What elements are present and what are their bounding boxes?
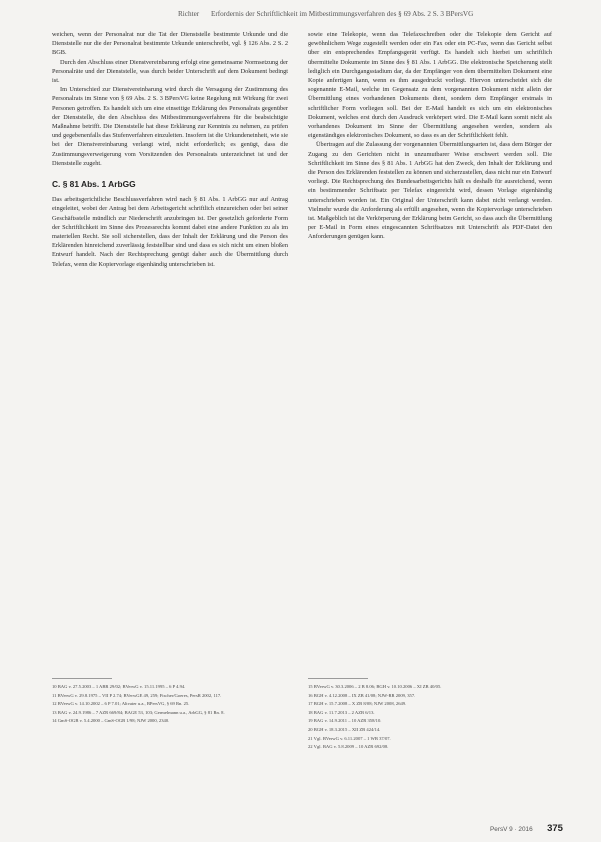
footnote: 17 BGH v. 15.7.2008 – X ZB 8/08; NJW 2008, 2649. (308, 701, 407, 707)
footnote: 19 BAG v. 14.9.2011 – 10 AZR 358/10. (308, 718, 382, 724)
footnote: 22 Vgl. BAG v. 5.8.2009 – 10 AZR 692/08. (308, 744, 389, 750)
footnote: 10 BAG v. 27.5.2003 – 1 ABR 29/02; BVerwG v. 15.11.1995 – 6 P 4.94. (52, 684, 186, 689)
footnote: 13 BAG v. 24.9.1986 – 7 AZR 669/84; BAGE 53, 103; Germelmann u.a., ArbGG, § 81 Rn. 8. (52, 709, 225, 715)
footnote-rule-right (308, 678, 368, 679)
footnote: 21 Vgl. BVerwG v. 6.11.2007 – 1 WB 37/07. (308, 735, 391, 741)
footnote-rule-left (52, 678, 112, 679)
page-footer (490, 818, 563, 836)
left-paragraph-2: Durch den Abschluss einer Dienstvereinbarung erfolgt eine gemeinsame Normsetzung der Personalräte und der Dienststelle, was durch beider Unterschrift auf dem Dokument bedingt ist. (52, 58, 288, 85)
footnote: 16 BGH v. 4.12.2008 – IX ZB 41/08; NJW-RR 2009, 357. (308, 692, 416, 698)
section-heading: C. § 81 Abs. 1 ArbGG (52, 179, 136, 190)
footnotes-right (308, 684, 552, 753)
section-paragraph-1: Das arbeitsgerichtliche Beschlussverfahren wird nach § 81 Abs. 1 ArbGG nur auf Antrag eingeleitet, wobei der Antrag bei dem Arbeitsgericht schriftlich einzureichen oder bei seiner Geschäftsstelle mündlich zur Niederschrift anzubringen ist. Der gesetzlich geforderte Form der Schriftlichkeit im Sinne des Prozessrechts kommt dabei eine andere Funktion zu als im materiellen Recht. Sie soll sicherstellen, dass der Inhalt der Erklärung und die Person des Erklärenden hinreichend zuverlässig feststellbar sind und dass es sich nicht um einen bloßen Entwurf handelt. Nach der Rechtsprechung genügt daher auch die Übermittlung durch Telefax, wenn die Kopiervorlage eigenhändig unterschrieben ist. (52, 196, 288, 268)
right-column (308, 30, 552, 242)
header-title: Erfordernis der Schriftlichkeit im Mitbestimmungsverfahren des § 69 Abs. 2 S. 3 BPersVG (210, 10, 474, 18)
footnote: 12 BVerwG v. 14.10.2002 – 6 P 7.01; Altvater u.a., BPersVG, § 69 Rn. 25. (52, 701, 190, 707)
footnote: 18 BAG v. 11.7.2013 – 2 AZB 6/13. (308, 709, 375, 715)
footnote: 11 BVerwG v. 29.8.1975 – VII P 2.74; BVerwGE 49, 259; Fischer/Goeres, PersR 2002, 117. (52, 692, 222, 698)
footnote: 14 GmS-OGB v. 5.4.2000 – GmS-OGB 1/98; NJW 2000, 2340. (52, 718, 170, 724)
right-paragraph-1: sowie eine Telekopie, wenn das Telefaxschreiben oder die Telekopie dem Gericht auf gewöhnlichem Wege zugestellt werden oder ein Fax oder ein PC-Fax, wenn das Gericht selbst über ein entsprechendes Empfangsgerät verfügt. Es handelt sich hierbei um schriftlich übermittelte Dokumente im Sinne des § 81 Abs. 1 ArbGG. Die elektronische Speicherung stellt lediglich ein Durchgangsstadium dar, da der Empfänger von dem übermittelten Dokument eine Kopie anfertigen kann, wenn es ihm ausgedruckt vorliegt. Hiervon unterscheidet sich die sogenannte E-Mail, welche im Gegensatz zu dem vorgenannten Dokument nicht allein der Übermittlung eines vorhandenen Dokuments dient, sondern dem Empfänger erstmals in schriftlicher Form vorliegen soll. Bei der E-Mail handelt es sich um ein elektronisches Dokument, welches erst durch den Ausdruck verkörpert wird. Die E-Mail kann somit nicht als vorhandenes Dokument im Sinne der Übermittlung angesehen werden, sondern als eigenständiges elektronisches Dokument, so dass es an der Schriftlichkeit fehlt. (308, 31, 552, 140)
left-paragraph-1: weichen, wenn der Personalrat nur die Tat der Dienststelle bestimmte Urkunde und die Dienststelle nur die der Personalrat bestimmte Urkunde unterschreibt, vgl. § 126 Abs. 2 S. 2 BGB. (52, 31, 288, 57)
footnote: 20 BGH v. 18.3.2015 – XII ZB 424/14. (308, 726, 381, 732)
running-header (178, 10, 578, 18)
journal-name: PersV 9 · 2016 (490, 826, 533, 833)
header-author: Richter (178, 10, 200, 18)
left-column (52, 30, 288, 269)
left-paragraph-3: Im Unterschied zur Dienstvereinbarung wird durch die Versagung der Zustimmung des Personalrats im Sinne von § 69 Abs. 2 S. 3 BPersVG keine Regelung mit Wirkung für zwei Personen getroffen. Es handelt sich um eine einseitige Erklärung des Personalrats gegenüber der Dienststelle, die den Abschluss des Mitbestimmungsverfahrens für die beabsichtigte Maßnahme betrifft. Die Dienststelle hat diese Erklärung zur Kenntnis zu nehmen, zu prüfen und gegebenenfalls das Stufenverfahren einzuleiten. Insofern ist die Urkundeneinheit, wie sie bei der Dienstvereinbarung verlangt wird, nicht erforderlich; es genügt, dass die Zustimmungsverweigerung vom Vorsitzenden des Personalrats unterzeichnet ist und der Dienststelle zugeht. (52, 86, 288, 167)
right-paragraph-2: Übertragen auf die Zulassung der vorgenannten Übermittlungsarten ist, dass dem Bürger der Zugang zu den Gerichten nicht in unzumutbarer Weise erschwert werden soll. Die Schriftlichkeit im Sinne des § 81 Abs. 1 ArbGG hat den Zweck, den Inhalt der Erklärung und die Person des Erklärenden feststellen zu können und sicherzustellen, dass nicht nur ein Entwurf vorliegt. Die Rechtsprechung des Bundesarbeitsgerichts hält es deshalb für ausreichend, wenn ein bestimmender Schriftsatz per Telefax eingereicht wird, dessen Vorlage eigenhändig unterschrieben worden ist. Ein Original der Unterschrift kann dabei nicht verlangt werden. Vielmehr wurde die Anforderung als erfüllt angesehen, wenn die Kopiervorlage unterschrieben ist. Maßgeblich ist die Verkörperung der Erklärung beim Gericht, so dass auch die Übermittlung per E-Mail in Form eines eingescannten Schriftsatzes mit Unterschrift als PDF-Datei den Anforderungen genügen kann. (308, 141, 552, 241)
footnotes-left (52, 684, 288, 727)
footnote: 15 BVerwG v. 30.3.2006 – 2 B 8.06; BGH v. 10.10.2006 – XI ZB 40/05. (308, 684, 442, 689)
page-number: 375 (547, 823, 563, 834)
